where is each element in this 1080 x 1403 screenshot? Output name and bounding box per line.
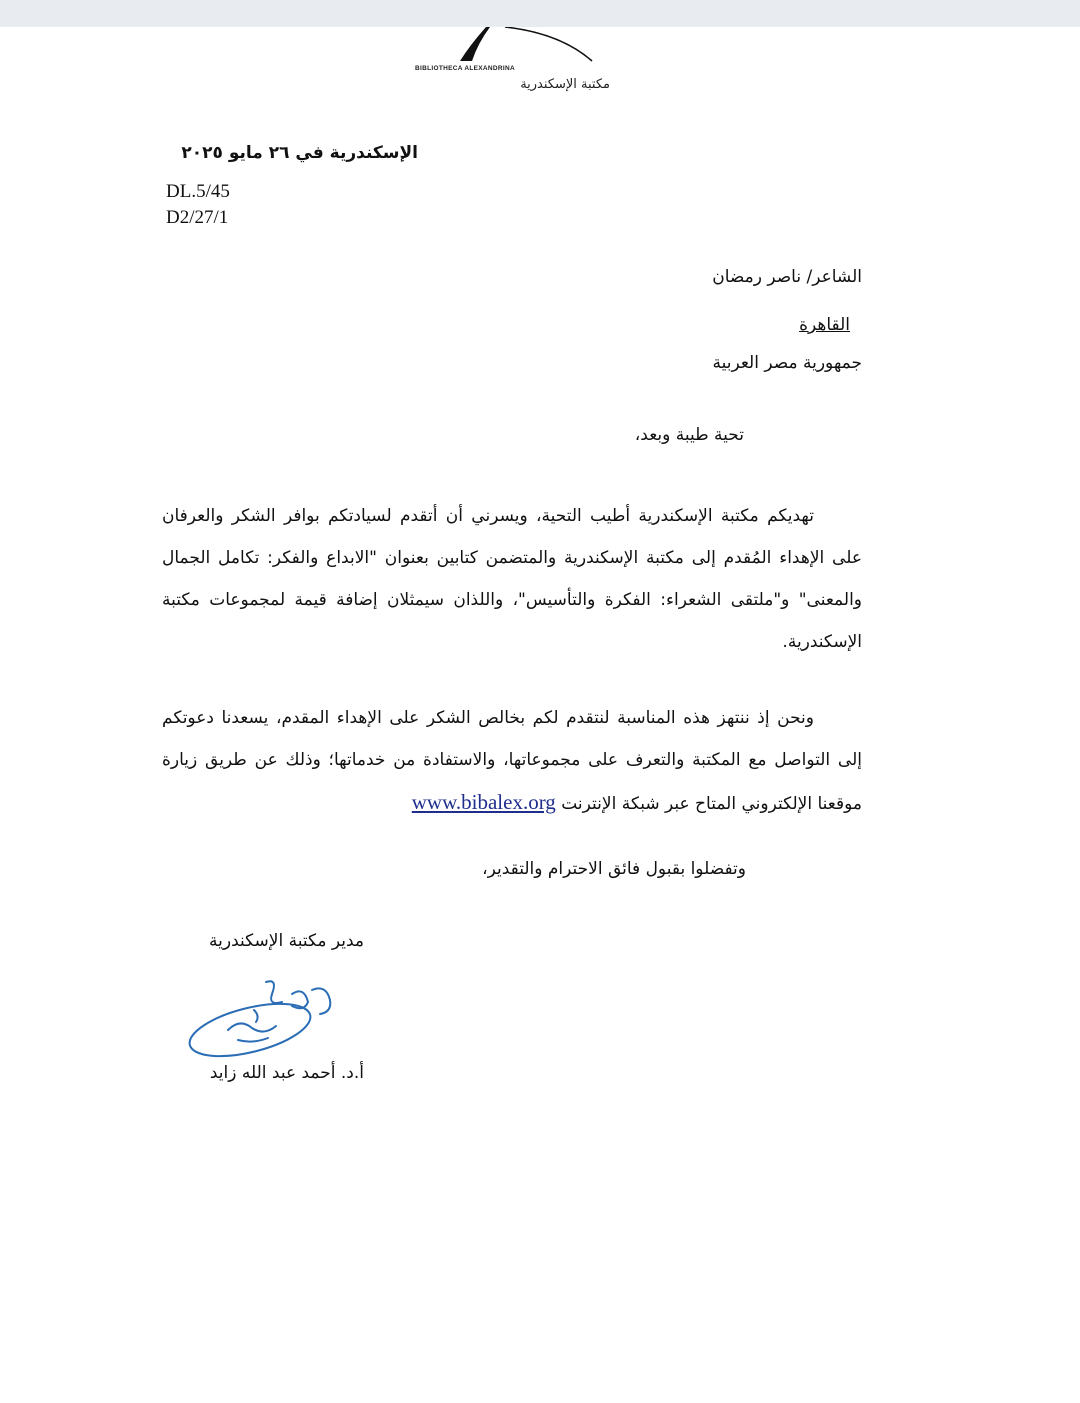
logo-emblem-icon — [410, 27, 610, 67]
logo-name-arabic: مكتبة الإسكندرية — [520, 77, 610, 92]
website-link[interactable]: www.bibalex.org — [411, 790, 556, 814]
greeting: تحية طيبة وبعد، — [634, 425, 744, 445]
handwritten-signature — [180, 972, 360, 1062]
library-logo — [410, 27, 610, 127]
date-line: الإسكندرية في ٢٦ مايو ٢٠٢٥ — [181, 143, 418, 163]
closing-line: وتفضلوا بقبول فائق الاحترام والتقدير، — [482, 859, 746, 879]
letter-page — [0, 27, 1080, 1403]
recipient-city: القاهرة — [799, 315, 850, 335]
signatory-title: مدير مكتبة الإسكندرية — [209, 931, 364, 951]
logo-name-latin: BIBLIOTHECA ALEXANDRINA — [415, 65, 515, 72]
body-paragraph-text: ونحن إذ ننتهز هذه المناسبة لنتقدم لكم بخالص الشكر على الإهداء المقدم، يسعدنا دعوتكم إلى التواصل مع المكتبة والتعرف على مجموعاتها، والاستفادة من خدماتها؛ وذلك عن طريق زيارة موقعنا الإلكتروني المتاح عبر شبكة الإنترنت — [162, 708, 862, 814]
recipient-title: الشاعر/ ناصر رمضان — [712, 267, 862, 287]
body-paragraph — [162, 697, 862, 825]
recipient-country: جمهورية مصر العربية — [712, 353, 862, 373]
reference-number: D2/27/1 — [166, 207, 229, 228]
body-paragraph: تهديكم مكتبة الإسكندرية أطيب التحية، ويسرني أن أتقدم لسيادتكم بوافر الشكر والعرفان على الإهداء المُقدم إلى مكتبة الإسكندرية والمتضمن كتابين بعنوان "الابداع والفكر: تكامل الجمال والمعنى" و"ملتقى الشعراء: الفكرة والتأسيس"، واللذان سيمثلان إضافة قيمة لمجموعات مكتبة الإسكندرية. — [162, 506, 862, 652]
signatory-name: أ.د. أحمد عبد الله زايد — [209, 1063, 364, 1083]
reference-number: DL.5/45 — [166, 181, 230, 202]
